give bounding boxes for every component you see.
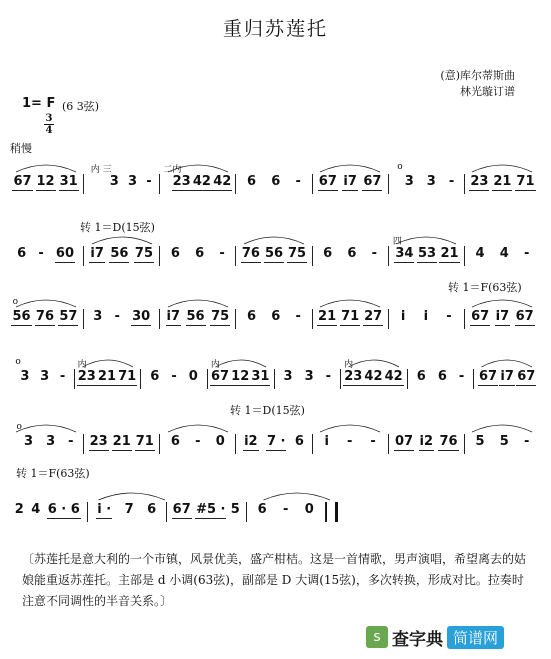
note: 5 (499, 434, 509, 449)
note: 75 (134, 246, 154, 261)
note: 75 (287, 246, 307, 261)
note: 67 (172, 502, 191, 517)
note: 23 (470, 174, 489, 189)
bowing-mark: o (16, 422, 22, 432)
note: 6 (247, 174, 257, 189)
measure (160, 434, 236, 454)
note: 30 (132, 309, 151, 324)
note: 60 (55, 246, 75, 261)
score-row (8, 222, 540, 282)
measure (8, 357, 75, 389)
note: 21 (318, 309, 337, 324)
measure (465, 174, 540, 194)
note: - (371, 246, 378, 261)
measure (341, 360, 408, 389)
note: - (346, 434, 353, 449)
note: 3 (23, 434, 34, 449)
note: 56 (110, 246, 129, 261)
measure (389, 309, 465, 329)
note: 75 (211, 309, 230, 324)
note: 71 (135, 434, 154, 449)
staff-line (8, 237, 540, 268)
note: - (295, 309, 301, 324)
note: 6 (437, 369, 447, 384)
bowing-mark: 内 (77, 360, 87, 370)
measure (8, 297, 84, 329)
modulation-label: 转 1＝F(63弦) (16, 467, 90, 480)
slur-arc (349, 360, 400, 367)
tempo-label: 稍慢 (10, 142, 32, 155)
staff-line (8, 162, 540, 196)
note: 3 (283, 369, 293, 384)
note: 42 (384, 369, 403, 384)
note: #5 · (196, 502, 226, 517)
measure (236, 309, 312, 329)
note: 6 (195, 246, 205, 261)
note: 67 (471, 309, 490, 324)
note: 6 (257, 502, 267, 517)
measure (8, 174, 84, 194)
measure (313, 309, 389, 329)
note: 6 (323, 246, 333, 261)
slur-arc (16, 165, 76, 172)
measure (389, 434, 465, 454)
note: 21 (97, 369, 117, 384)
slur-arc (396, 237, 456, 244)
note: i7 (166, 309, 181, 324)
measure (84, 165, 160, 194)
measure (389, 162, 465, 194)
note: 12 (36, 174, 55, 189)
measure (247, 502, 327, 522)
note: 34 (395, 246, 414, 261)
slur-arc (264, 493, 331, 500)
note: 6 (170, 246, 180, 261)
score-row (8, 410, 540, 470)
measure (313, 434, 389, 454)
staff-line (8, 357, 540, 391)
measure (160, 165, 236, 194)
note: 42 (213, 174, 232, 189)
slur-arc (168, 425, 228, 432)
note: - (59, 369, 66, 384)
note: 3 (93, 309, 103, 324)
note: 4 (499, 246, 509, 261)
measure (408, 369, 475, 389)
note: i (324, 434, 329, 449)
bowing-mark: 内 三 (90, 165, 112, 175)
score-row (8, 345, 540, 405)
measure (88, 502, 168, 522)
note: - (68, 434, 74, 449)
note: 67 (363, 174, 382, 189)
note: 76 (439, 434, 458, 449)
slur-arc (16, 425, 76, 432)
note: 6 (170, 434, 180, 449)
measure (236, 246, 312, 266)
note: - (523, 434, 530, 449)
note: 0 (304, 502, 314, 517)
composer-credit: (意)库尔蒂斯曲 (440, 69, 515, 82)
final-barline (326, 502, 338, 522)
measure (8, 502, 88, 522)
note: 67 (479, 369, 498, 384)
note: i2 (244, 434, 258, 449)
measure (208, 360, 275, 389)
bowing-mark: o (397, 162, 403, 172)
note: 67 (515, 309, 534, 324)
note: 6 (294, 434, 304, 449)
note: 42 (364, 369, 383, 384)
note: 5 (475, 434, 485, 449)
note: - (38, 246, 44, 261)
bowing-mark: 四 (392, 237, 402, 247)
note: 53 (417, 246, 437, 261)
measure (465, 434, 540, 454)
measure (8, 246, 84, 266)
note: 0 (188, 369, 198, 384)
slur-arc (244, 237, 304, 244)
note: - (325, 369, 332, 384)
note: 3 (20, 369, 30, 384)
note: 23 (89, 434, 108, 449)
note: 3 (40, 369, 50, 384)
note: 6 (247, 309, 257, 324)
note: 76 (241, 246, 260, 261)
note: 21 (493, 174, 512, 189)
note: 3 (426, 174, 436, 189)
bowing-mark: 内 (344, 360, 354, 370)
note: 56 (186, 309, 205, 324)
measure (465, 246, 540, 266)
time-signature (44, 113, 54, 136)
score-row (8, 150, 540, 210)
score-row (8, 285, 540, 345)
staff-line (8, 422, 540, 456)
note: 23 (344, 369, 363, 384)
note: 6 (347, 246, 357, 261)
measure (474, 369, 540, 389)
time-top: 3 (45, 113, 53, 124)
note: i (400, 309, 406, 324)
note: 6 (147, 502, 157, 517)
note: 67 (517, 369, 536, 384)
measure (84, 246, 160, 266)
note: - (171, 369, 177, 384)
measure (8, 422, 84, 454)
note: 67 (318, 174, 337, 189)
note: 3 (46, 434, 56, 449)
score-row (8, 478, 338, 538)
bowing-mark: 内 (210, 360, 220, 370)
note: 12 (231, 369, 250, 384)
modulation-label: 转 1＝F(63弦) (448, 281, 522, 294)
note: 5 (230, 502, 240, 517)
note: i · (97, 502, 112, 517)
measure (160, 309, 236, 329)
measure (84, 309, 160, 329)
staff-line (8, 297, 540, 331)
time-bottom: 4 (45, 125, 53, 136)
measure (313, 174, 389, 194)
modulation-label: 转 1＝D(15弦) (230, 404, 305, 417)
note: i (423, 309, 429, 324)
note: 42 (192, 174, 211, 189)
note: 71 (118, 369, 137, 384)
note: - (219, 246, 225, 261)
slur-arc (16, 300, 76, 307)
note: - (146, 174, 152, 189)
note: 67 (211, 369, 230, 384)
logo-mark-icon: s (366, 626, 388, 648)
note: 4 (475, 246, 485, 261)
slur-arc (92, 237, 152, 244)
arranger-credit: 林光璇订谱 (460, 85, 515, 98)
note: 7 (124, 502, 134, 517)
slur-arc (472, 425, 532, 432)
measure (236, 434, 312, 454)
note: - (370, 434, 376, 449)
note: 23 (77, 369, 96, 384)
note: - (446, 309, 452, 324)
measure (236, 174, 312, 194)
note: - (523, 246, 530, 261)
note: - (195, 434, 201, 449)
note: 3 (404, 174, 414, 189)
note: 3 (109, 174, 119, 189)
note: i7 (495, 309, 510, 324)
measure (75, 360, 142, 389)
note: 2 (14, 502, 24, 517)
note: 6 (271, 309, 281, 324)
note: i7 (90, 246, 104, 261)
bowing-mark: o (15, 357, 21, 367)
note: 0 (215, 434, 225, 449)
slur-arc (472, 165, 532, 172)
note: - (283, 502, 289, 517)
note: 31 (251, 369, 270, 384)
note: - (295, 174, 301, 189)
tuning-label: (6 3弦) (62, 100, 100, 113)
note: i7 (500, 369, 514, 384)
description-text: 〔苏莲托是意大利的一个市镇，风景优美，盛产柑桔。这是一首情歌，男声演唱，希望离去的姑娘能重返苏莲托。主部是 d 小调(63弦)，副部是 D 大调(15弦)，多次转换，形成对比。拉奏时注意不同调性的半音关系。〕 (22, 552, 527, 608)
slur-arc (168, 300, 228, 307)
slur-arc (320, 165, 380, 172)
staff-line (8, 502, 338, 524)
measure (160, 246, 236, 266)
slur-arc (320, 300, 380, 307)
slur-arc (482, 360, 533, 367)
note: 56 (264, 246, 284, 261)
note: 71 (341, 309, 360, 324)
note: 3 (304, 369, 314, 384)
note: 6 (416, 369, 426, 384)
site-logo[interactable] (366, 624, 508, 650)
note: - (114, 309, 120, 324)
note: 21 (112, 434, 131, 449)
measure (167, 502, 247, 522)
note: 6 · 6 (47, 502, 80, 517)
slur-arc (216, 360, 267, 367)
logo-name: 查字典 (392, 629, 443, 650)
note: 56 (12, 309, 31, 324)
note: 07 (394, 434, 414, 449)
measure (313, 246, 389, 266)
note: 27 (364, 309, 383, 324)
slur-arc (472, 300, 532, 307)
note: - (448, 174, 455, 189)
note: 6 (17, 246, 27, 261)
measure (275, 369, 342, 389)
note: 21 (440, 246, 459, 261)
key-signature: 1= F (22, 96, 56, 111)
page-title: 重归苏莲托 (222, 18, 328, 40)
note: i2 (419, 434, 434, 449)
modulation-label: 转 1＝D(15弦) (80, 221, 155, 234)
bowing-mark: o (12, 297, 19, 307)
slur-arc (99, 493, 166, 500)
note: 6 (271, 174, 281, 189)
note: 4 (31, 502, 41, 517)
note: 57 (59, 309, 78, 324)
logo-badge: 简谱网 (447, 626, 504, 649)
note: 76 (35, 309, 54, 324)
slur-arc (83, 360, 134, 367)
measure (389, 237, 465, 266)
note: 67 (13, 174, 32, 189)
slur-arc (320, 425, 380, 432)
note: 3 (128, 174, 138, 189)
bowing-mark: 二内 (163, 165, 182, 175)
note: 6 (150, 369, 160, 384)
note: 71 (516, 174, 535, 189)
measure (465, 309, 540, 329)
measure (84, 434, 160, 454)
measure (141, 369, 208, 389)
note: 31 (59, 174, 78, 189)
note: 23 (172, 174, 191, 189)
note: - (458, 369, 465, 384)
note: i7 (343, 174, 357, 189)
note: 7 · (266, 434, 286, 449)
